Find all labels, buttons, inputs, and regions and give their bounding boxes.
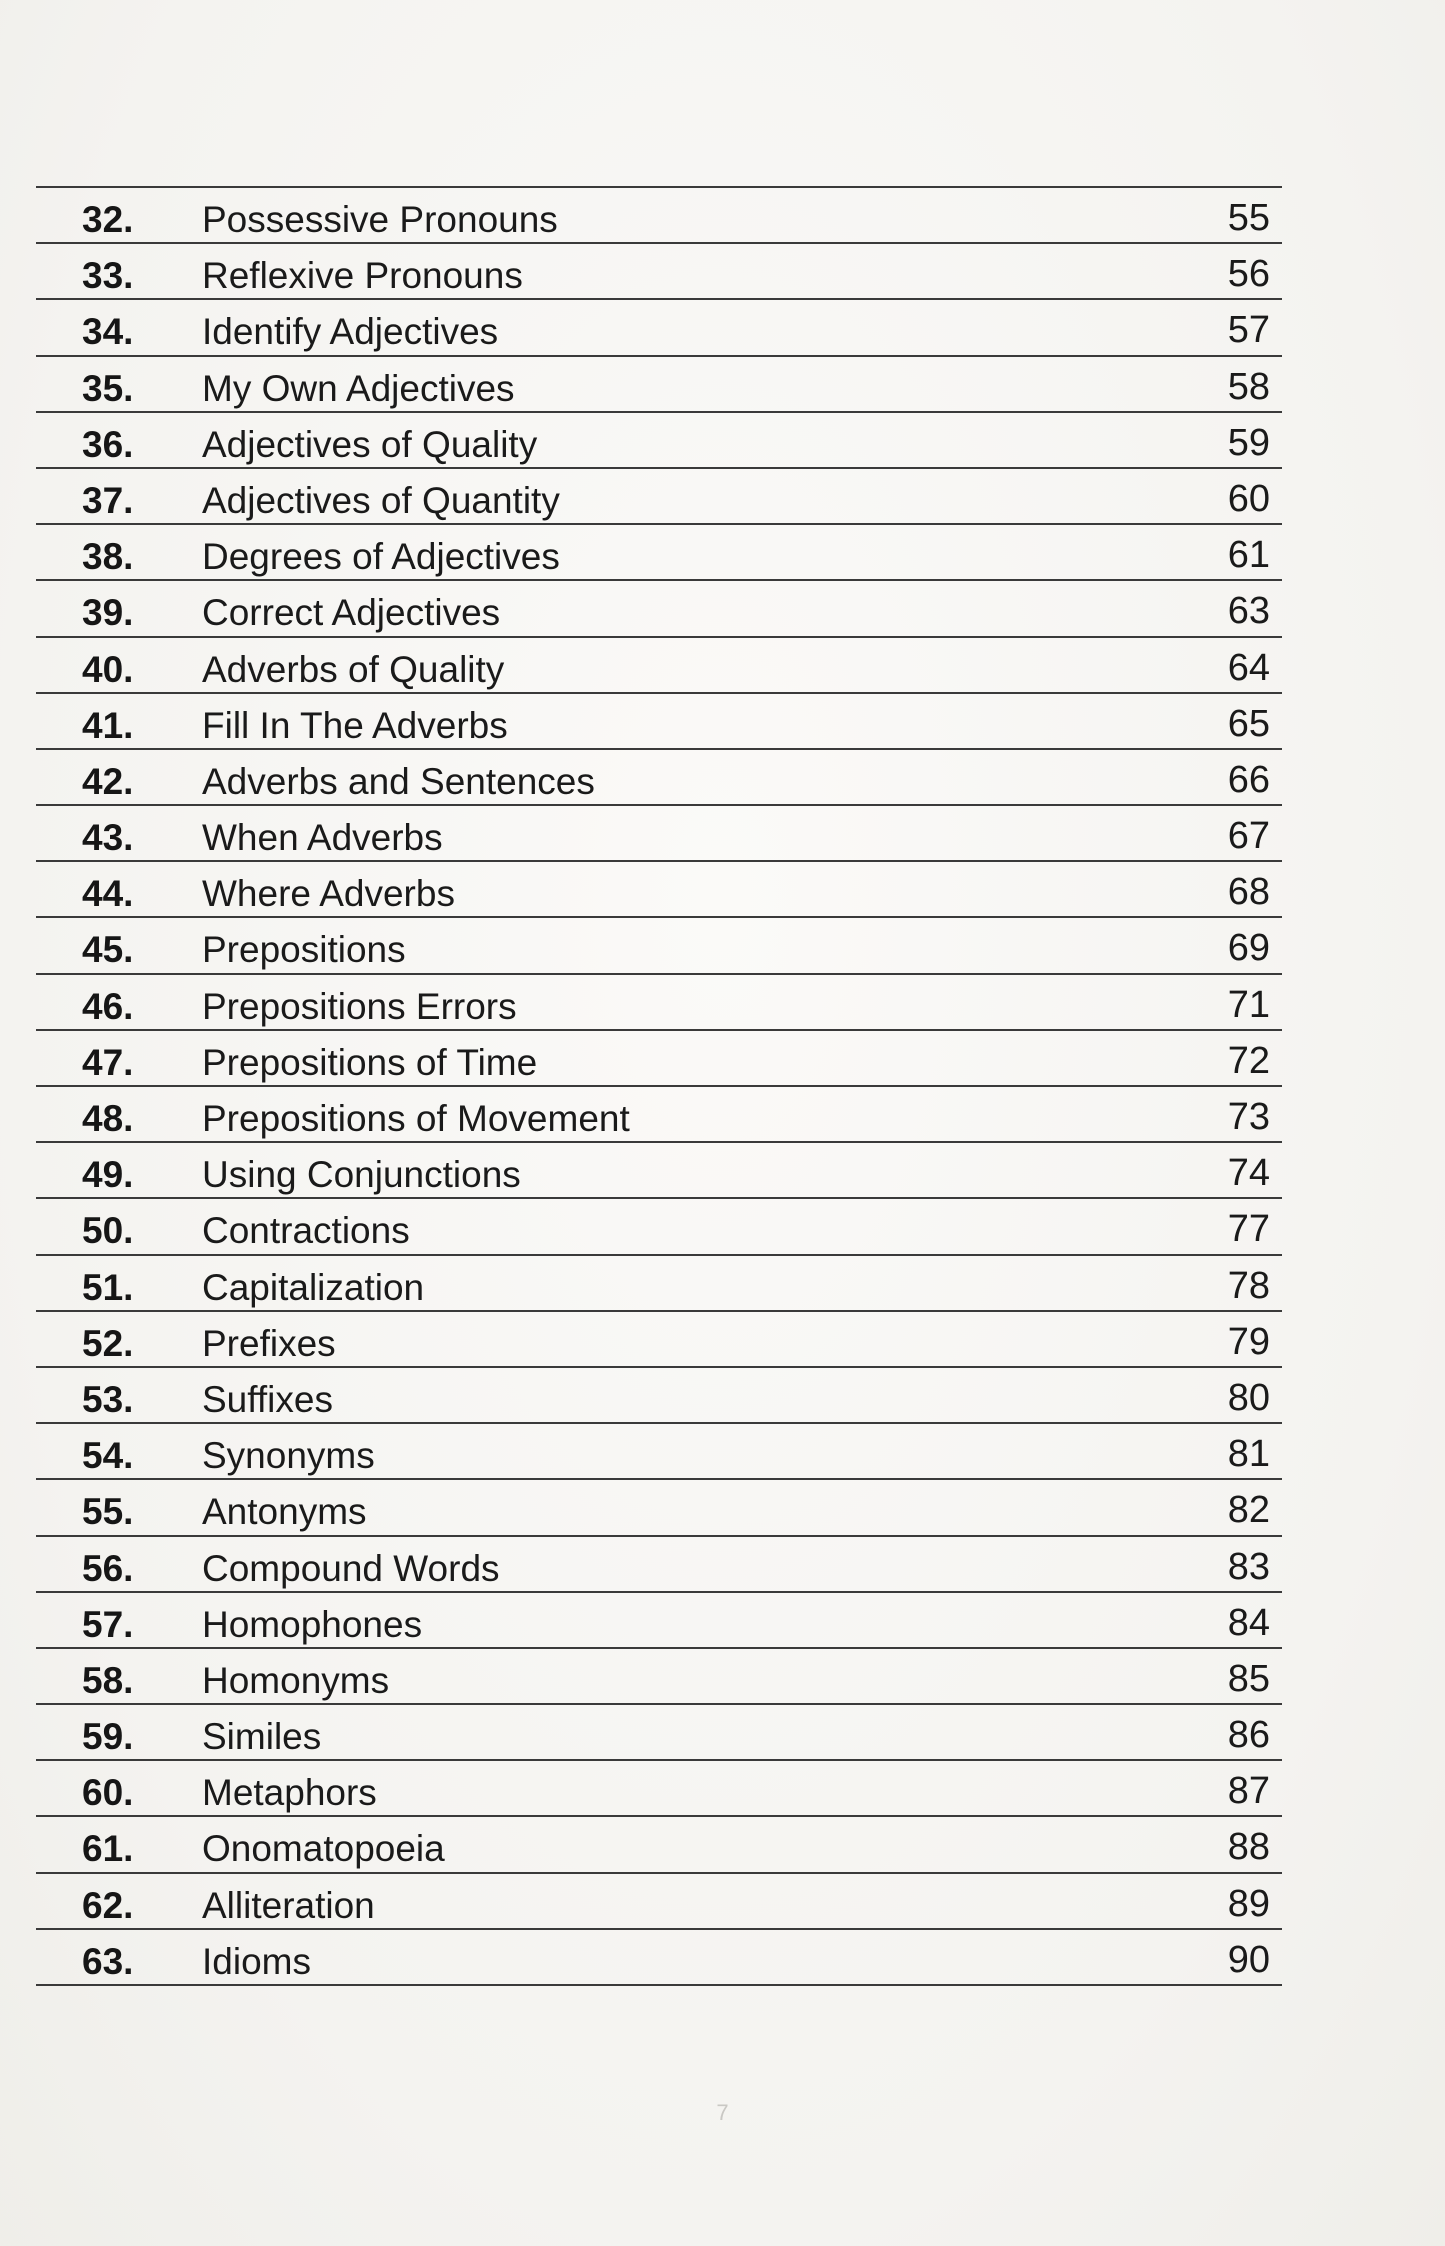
entry-title: Similes <box>202 1716 322 1758</box>
toc-entry <box>36 1256 1282 1312</box>
toc-entry <box>36 638 1282 694</box>
entry-title: Compound Words <box>202 1547 500 1589</box>
toc-entry <box>36 1649 1282 1705</box>
toc-entry <box>36 806 1282 862</box>
entry-number: 51. <box>82 1266 134 1308</box>
entry-title: Homonyms <box>202 1659 390 1701</box>
entry-page-number: 66 <box>1227 758 1270 801</box>
toc-entry <box>36 1761 1282 1817</box>
entry-title: Reflexive Pronouns <box>202 255 523 297</box>
entry-title: Capitalization <box>202 1266 425 1308</box>
entry-title: Identify Adjectives <box>202 311 499 353</box>
toc-entry <box>36 975 1282 1031</box>
entry-page-number: 73 <box>1227 1096 1270 1138</box>
toc-entry <box>36 1368 1282 1424</box>
toc-entry <box>36 1031 1282 1087</box>
entry-title: Where Adverbs <box>202 873 455 915</box>
entry-page-number: 85 <box>1227 1657 1270 1700</box>
entry-number: 48. <box>82 1098 134 1139</box>
entry-page-number: 77 <box>1227 1208 1270 1251</box>
entry-page-number: 56 <box>1227 253 1270 296</box>
entry-title: Prepositions <box>202 929 406 971</box>
entry-number: 62. <box>82 1884 134 1926</box>
entry-number: 54. <box>82 1435 134 1477</box>
entry-page-number: 71 <box>1227 983 1270 1026</box>
entry-number: 44. <box>82 873 134 915</box>
toc-entry <box>36 188 1282 244</box>
toc-entry <box>36 469 1282 525</box>
entry-number: 59. <box>82 1716 134 1758</box>
entry-page-number: 78 <box>1227 1264 1270 1307</box>
toc-entry <box>36 1087 1282 1143</box>
toc-entry <box>36 1537 1282 1593</box>
entry-title: Prepositions of Movement <box>202 1098 630 1139</box>
entry-number: 53. <box>82 1378 134 1420</box>
entry-number: 47. <box>82 1041 134 1083</box>
entry-page-number: 89 <box>1227 1882 1270 1925</box>
entry-title: Homophones <box>202 1603 423 1645</box>
entry-number: 55. <box>82 1491 134 1533</box>
entry-number: 50. <box>82 1210 134 1252</box>
entry-page-number: 67 <box>1227 815 1270 858</box>
entry-page-number: 72 <box>1227 1039 1270 1082</box>
toc-entry <box>36 1930 1282 1986</box>
toc-entry <box>36 525 1282 581</box>
entry-page-number: 63 <box>1227 590 1270 633</box>
entry-title: Contractions <box>202 1210 410 1252</box>
entry-number: 40. <box>82 648 134 690</box>
entry-page-number: 60 <box>1227 477 1270 520</box>
entry-title: My Own Adjectives <box>202 367 515 409</box>
toc-entry <box>36 1874 1282 1930</box>
entry-page-number: 59 <box>1227 421 1270 464</box>
entry-page-number: 58 <box>1227 365 1270 408</box>
entry-number: 32. <box>82 199 134 240</box>
entry-title: Fill In The Adverbs <box>202 704 508 746</box>
table-of-contents <box>36 186 1282 1986</box>
toc-entry <box>36 1143 1282 1199</box>
toc-entry <box>36 300 1282 356</box>
toc-entry <box>36 1424 1282 1480</box>
entry-number: 46. <box>82 985 134 1027</box>
toc-entry <box>36 244 1282 300</box>
entry-number: 36. <box>82 423 134 465</box>
entry-title: Adjectives of Quantity <box>202 479 560 521</box>
toc-entry <box>36 1312 1282 1368</box>
entry-number: 34. <box>82 311 134 353</box>
toc-entry <box>36 750 1282 806</box>
entry-title: Using Conjunctions <box>202 1154 521 1196</box>
entry-title: Alliteration <box>202 1884 375 1926</box>
entry-number: 52. <box>82 1322 134 1364</box>
entry-page-number: 81 <box>1227 1433 1270 1476</box>
entry-number: 61. <box>82 1828 134 1870</box>
toc-entry <box>36 1817 1282 1873</box>
toc-entry <box>36 357 1282 413</box>
entry-number: 39. <box>82 592 134 634</box>
entry-title: Prepositions of Time <box>202 1041 538 1083</box>
entry-number: 49. <box>82 1154 134 1196</box>
entry-page-number: 87 <box>1227 1770 1270 1813</box>
entry-number: 33. <box>82 255 134 297</box>
entry-page-number: 74 <box>1227 1152 1270 1195</box>
entry-number: 60. <box>82 1772 134 1814</box>
page-number: 7 <box>716 2100 729 2125</box>
entry-title: Antonyms <box>202 1491 367 1533</box>
toc-entry <box>36 581 1282 637</box>
entry-number: 58. <box>82 1659 134 1701</box>
entry-page-number: 69 <box>1227 927 1270 970</box>
entry-number: 63. <box>82 1940 134 1982</box>
entry-page-number: 64 <box>1227 646 1270 689</box>
entry-page-number: 57 <box>1227 309 1270 352</box>
entry-page-number: 86 <box>1227 1714 1270 1757</box>
toc-entry <box>36 918 1282 974</box>
entry-title: When Adverbs <box>202 817 443 859</box>
entry-title: Metaphors <box>202 1772 377 1814</box>
entry-title: Prefixes <box>202 1322 336 1364</box>
entry-page-number: 68 <box>1227 871 1270 914</box>
entry-number: 41. <box>82 704 134 746</box>
entry-title: Adverbs of Quality <box>202 648 505 690</box>
entry-page-number: 82 <box>1227 1489 1270 1532</box>
entry-title: Suffixes <box>202 1378 333 1420</box>
entry-title: Correct Adjectives <box>202 592 501 634</box>
toc-entry <box>36 413 1282 469</box>
entry-title: Degrees of Adjectives <box>202 536 560 578</box>
entry-title: Prepositions Errors <box>202 985 517 1027</box>
entry-number: 57. <box>82 1603 134 1645</box>
entry-title: Idioms <box>202 1940 311 1982</box>
toc-entry <box>36 862 1282 918</box>
entry-page-number: 84 <box>1227 1601 1270 1644</box>
entry-number: 56. <box>82 1547 134 1589</box>
entry-page-number: 61 <box>1227 534 1270 577</box>
entry-page-number: 79 <box>1227 1320 1270 1363</box>
entry-title: Onomatopoeia <box>202 1828 445 1870</box>
entry-number: 38. <box>82 536 134 578</box>
entry-number: 37. <box>82 479 134 521</box>
entry-number: 43. <box>82 817 134 859</box>
entry-number: 45. <box>82 929 134 971</box>
toc-entry <box>36 1705 1282 1761</box>
toc-entry <box>36 1480 1282 1536</box>
entry-page-number: 83 <box>1227 1545 1270 1588</box>
entry-number: 42. <box>82 760 134 802</box>
toc-entry <box>36 1593 1282 1649</box>
entry-title: Adjectives of Quality <box>202 423 538 465</box>
entry-title: Possessive Pronouns <box>202 199 558 240</box>
entry-title: Adverbs and Sentences <box>202 760 595 802</box>
entry-title: Synonyms <box>202 1435 375 1477</box>
toc-entry <box>36 1199 1282 1255</box>
entry-page-number: 80 <box>1227 1376 1270 1419</box>
entry-page-number: 90 <box>1227 1938 1270 1981</box>
toc-entry <box>36 694 1282 750</box>
entry-page-number: 88 <box>1227 1826 1270 1869</box>
entry-number: 35. <box>82 367 134 409</box>
entry-page-number: 55 <box>1227 197 1270 239</box>
entry-page-number: 65 <box>1227 702 1270 745</box>
